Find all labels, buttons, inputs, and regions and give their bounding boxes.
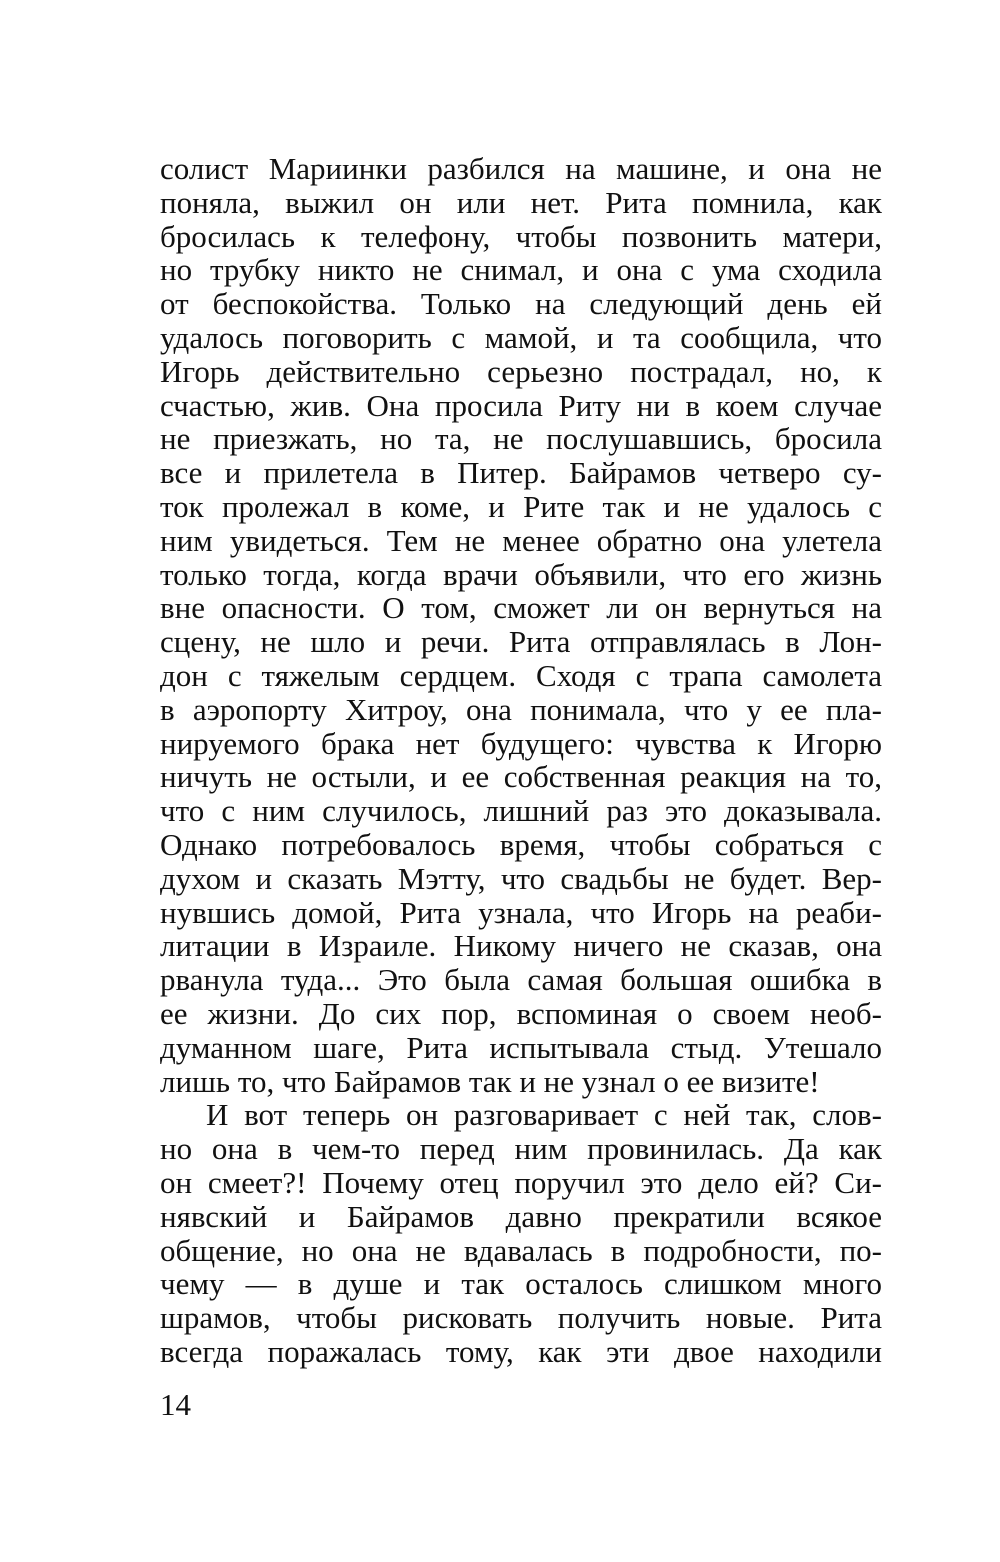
text-line: чему — в душе и так осталось слишком много xyxy=(160,1266,882,1302)
text-line: Однако потребовалось время, чтобы собраться с xyxy=(160,826,882,862)
text-line: ток пролежал в коме, и Рите так и не удалось с xyxy=(160,488,882,524)
text-line: лишь то, что Байрамов так и не узнал о ее визите! xyxy=(160,1063,820,1099)
text-line: общение, но она не вдавалась в подробности, по- xyxy=(160,1232,882,1268)
text-line: шрамов, чтобы рисковать получить новые. Рита xyxy=(160,1300,882,1336)
paragraph-2 xyxy=(160,1098,882,1368)
text-line: ничуть не остыли, и ее собственная реакция на то, xyxy=(160,759,882,795)
text-line: нируемого брака нет будущего: чувства к Игорю xyxy=(160,725,882,761)
text-line: И вот теперь он разговаривает с ней так, слов- xyxy=(206,1097,882,1133)
text-line: от беспокойства. Только на следующий день ей xyxy=(160,286,882,322)
text-line: удалось поговорить с мамой, и та сообщила, что xyxy=(160,319,882,355)
text-line: Игорь действительно серьезно пострадал, но, к xyxy=(160,353,882,389)
paragraph-1 xyxy=(160,152,882,1098)
text-line: все и прилетела в Питер. Байрамов четверо су- xyxy=(160,455,882,491)
text-line: нувшись домой, Рита узнала, что Игорь на реаби- xyxy=(160,894,882,930)
text-line: счастью, жив. Она просила Риту ни в коем случае xyxy=(160,387,882,423)
text-line: нявский и Байрамов давно прекратили всякое xyxy=(160,1198,882,1234)
text-line: духом и сказать Мэтту, что свадьбы не будет. Вер- xyxy=(160,860,882,896)
text-line: рванула туда... Это была самая большая ошибка в xyxy=(160,962,882,998)
text-line: ним увидеться. Тем не менее обратно она улетела xyxy=(160,522,882,558)
text-line: сцену, не шло и речи. Рита отправлялась в Лон- xyxy=(160,624,882,660)
text-line: но трубку никто не снимал, и она с ума сходила xyxy=(160,252,882,288)
body-text xyxy=(160,152,882,1369)
text-line: не приезжать, но та, не послушавшись, бросила xyxy=(160,421,882,457)
text-line: литации в Израиле. Никому ничего не сказав, она xyxy=(160,928,882,964)
text-line: ее жизни. До сих пор, вспоминая о своем необ- xyxy=(160,995,882,1031)
text-line: вне опасности. О том, сможет ли он вернуться на xyxy=(160,590,882,626)
page-number: 14 xyxy=(160,1387,191,1422)
text-line: что с ним случилось, лишний раз это доказывала. xyxy=(160,793,882,829)
text-line: но она в чем-то перед ним провинилась. Да как xyxy=(160,1131,882,1167)
text-line: всегда поражалась тому, как эти двое находили xyxy=(160,1333,882,1369)
text-line: бросилась к телефону, чтобы позвонить матери, xyxy=(160,218,882,254)
text-line: дон с тяжелым сердцем. Сходя с трапа самолета xyxy=(160,657,882,693)
text-line: только тогда, когда врачи объявили, что его жизнь xyxy=(160,556,882,592)
text-line: поняла, выжил он или нет. Рита помнила, как xyxy=(160,184,882,220)
text-line: он смеет?! Почему отец поручил это дело ей? Си- xyxy=(160,1164,882,1200)
text-line: думанном шаге, Рита испытывала стыд. Утешало xyxy=(160,1029,882,1065)
text-line: солист Мариинки разбился на машине, и она не xyxy=(160,151,882,186)
text-line: в аэропорту Хитроу, она понимала, что у ее пла- xyxy=(160,691,882,727)
